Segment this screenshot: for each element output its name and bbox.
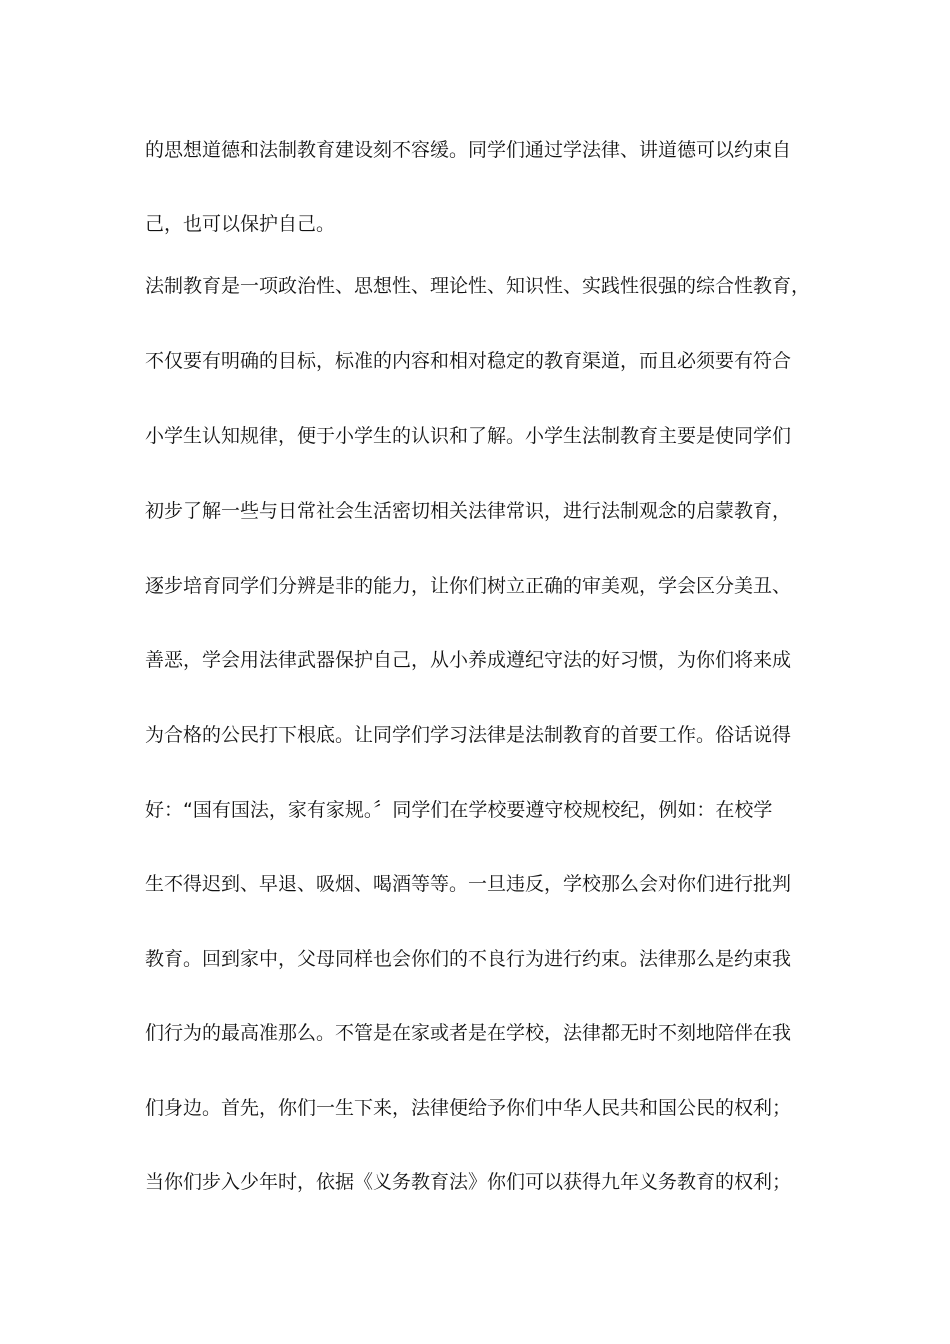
text-line-4: 不仅要有明确的目标，标准的内容和相对稳定的教育渠道，而且必须要有符合 — [145, 350, 792, 372]
text-line-7: 逐步培育同学们分辨是非的能力，让你们树立正确的审美观，学会区分美丑、 — [145, 575, 792, 597]
text-line-1: 的思想道德和法制教育建设刻不容缓。同学们通过学法律、讲道德可以约束自 — [145, 139, 792, 161]
text-line-3: 法制教育是一项政治性、思想性、理论性、知识性、实践性很强的综合性教育， — [145, 275, 811, 297]
text-line-13: 们行为的最高准那么。不管是在家或者是在学校，法律都无时不刻地陪伴在我 — [145, 1022, 792, 1044]
text-line-12: 教育。回到家中，父母同样也会你们的不良行为进行约束。法律那么是约束我 — [145, 948, 792, 970]
text-line-8: 善恶，学会用法律武器保护自己，从小养成遵纪守法的好习惯，为你们将来成 — [145, 649, 792, 671]
text-line-5: 小学生认知规律，便于小学生的认识和了解。小学生法制教育主要是使同学们 — [145, 425, 792, 447]
text-line-2: 己，也可以保护自己。 — [145, 213, 336, 235]
text-line-9: 为合格的公民打下根底。让同学们学习法律是法制教育的首要工作。俗话说得 — [145, 724, 792, 746]
text-line-11: 生不得迟到、早退、吸烟、喝酒等等。一旦违反，学校那么会对你们进行批判 — [145, 873, 792, 895]
text-line-10: 好：“国有国法，家有家规。〞同学们在学校要遵守校规校纪，例如：在校学 — [145, 799, 773, 821]
text-line-15: 当你们步入少年时，依据《义务教育法》你们可以获得九年义务教育的权利； — [145, 1171, 792, 1193]
text-line-6: 初步了解一些与日常社会生活密切相关法律常识，进行法制观念的启蒙教育， — [145, 500, 792, 522]
text-line-14: 们身边。首先，你们一生下来，法律便给予你们中华人民共和国公民的权利； — [145, 1097, 792, 1119]
